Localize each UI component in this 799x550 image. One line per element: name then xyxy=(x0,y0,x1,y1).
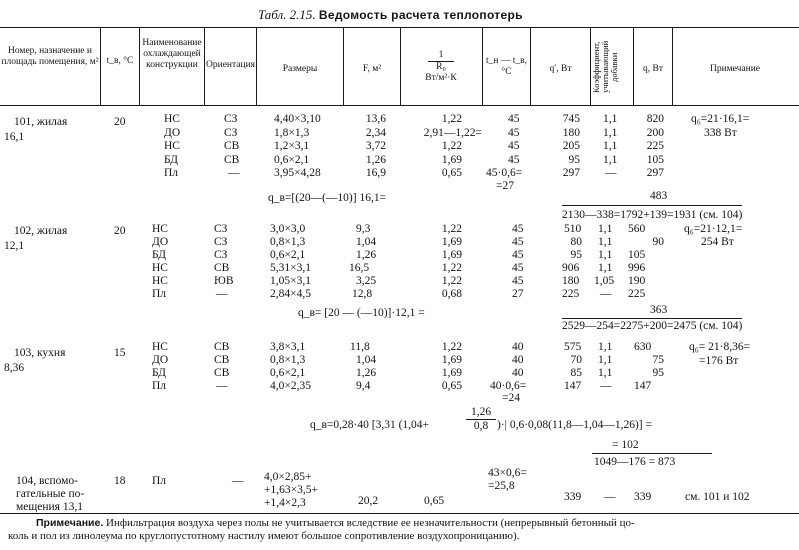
cell-orient: СВ xyxy=(214,262,230,274)
cell-q: 105 xyxy=(628,249,646,261)
total-line: 2130—338=1792+139=1931 (см. 104) xyxy=(562,209,743,221)
cell-orient: СЗ xyxy=(224,113,238,125)
header-bottom-rule xyxy=(0,105,799,106)
cell-dt: 40 xyxy=(512,354,524,366)
cell-k: 1,69 xyxy=(441,153,462,166)
room-name: 101, жилая xyxy=(14,116,68,128)
cell-k: 1,69 xyxy=(441,249,462,261)
cell-orient: СЗ xyxy=(214,249,228,261)
cell-surface: НС xyxy=(152,275,168,287)
col-sep xyxy=(100,27,101,105)
room-name: 103, кухня xyxy=(14,347,66,359)
room-area: 12,1 xyxy=(4,240,25,252)
cell-area: 1,04 xyxy=(356,354,377,366)
cell-dims: 0,6×2,1 xyxy=(274,153,310,166)
fraction-den: 0,8 xyxy=(466,419,496,433)
cell-q: 200 xyxy=(646,126,664,139)
footnote-line xyxy=(36,518,635,529)
cell-coef: 1,1 xyxy=(603,113,618,125)
room-note: q₆=21·12,1= xyxy=(684,223,743,235)
cell-area: 1,26 xyxy=(356,249,377,261)
col-sep xyxy=(204,27,205,105)
cell-surface: НС xyxy=(164,140,180,152)
cell-surface: Пл xyxy=(152,380,167,392)
cell-dt: 45 xyxy=(512,275,524,287)
header-dims: Размеры xyxy=(282,64,318,74)
cell-dims: 4,0×2,35 xyxy=(270,380,311,392)
col-sep xyxy=(256,27,257,105)
col-sep xyxy=(672,27,673,105)
cell-surface: Пл xyxy=(164,167,179,179)
footnote-text: коль и пол из линолеума по круглопустотному настилу имеют большое сопротивление воздухопроницанию). xyxy=(8,530,520,542)
cell-area: 2,34 xyxy=(365,126,386,139)
room-tv: 20 xyxy=(114,225,126,237)
cell-k: 0,68 xyxy=(441,288,462,300)
cell-coef: 1,1 xyxy=(603,140,618,152)
total-rule xyxy=(562,205,742,206)
cell-dims: 4,0×2,85+ xyxy=(264,471,312,483)
cell-coef: 1,1 xyxy=(598,262,613,274)
cell-surface: НС xyxy=(152,341,168,353)
cell-q: 996 xyxy=(628,262,646,274)
header-k-den: R₀ xyxy=(428,61,454,73)
cell-dims: 1,8×1,3 xyxy=(274,126,310,139)
cell-qprime: 180 xyxy=(562,275,580,287)
header-area: F, м² xyxy=(362,64,382,74)
cell-q: 95 xyxy=(652,367,664,379)
total-line: 2529—254=2275+200=2475 (см. 104) xyxy=(562,320,743,332)
cell-dt: 45 xyxy=(508,140,520,152)
cell-coef: 1,05 xyxy=(594,275,615,287)
cell-q: 90 xyxy=(652,236,664,248)
cell-dt-extra: =27 xyxy=(496,180,514,192)
total-top: = 102 xyxy=(612,439,639,451)
cell-k: 1,69 xyxy=(441,354,462,366)
cell-dims: +1,4×2,3 xyxy=(264,497,306,509)
footnote-label: Примечание. xyxy=(36,517,104,529)
cell-dims: 0,6×2,1 xyxy=(270,249,306,261)
cell-q: 225 xyxy=(646,140,664,152)
total-rule xyxy=(592,453,712,454)
cell-dt: 40·0,6= xyxy=(490,380,527,392)
total-top: 483 xyxy=(650,190,668,202)
footnote-text: Инфильтрация воздуха через полы не учитывается вследствие ее незначительности (непрерывный бетонный цо- xyxy=(106,517,635,529)
cell-orient: СВ xyxy=(214,341,230,353)
fraction-num: 1,26 xyxy=(470,406,492,418)
col-sep xyxy=(343,27,344,105)
table-caption xyxy=(258,8,523,21)
room-name: мещения 13,1 xyxy=(16,501,83,513)
cell-area: 11,8 xyxy=(350,341,370,353)
cell-qprime: 95 xyxy=(568,153,580,166)
cell-dims: 0,6×2,1 xyxy=(270,367,306,379)
cell-dims: 3,0×3,0 xyxy=(270,223,306,235)
formula-right: )·| 0,6·0,08(11,8—1,04—1,26)] = xyxy=(497,419,652,431)
cell-coef: — xyxy=(600,288,612,300)
cell-dt: 45 xyxy=(512,249,524,261)
room-note: q₆=21·16,1= xyxy=(691,113,750,125)
room-note: q₆= 21·8,36= xyxy=(689,341,751,353)
cell-area: 1,26 xyxy=(356,367,377,379)
cell-k: 0,65 xyxy=(441,167,462,179)
room-tv: 18 xyxy=(114,475,126,487)
cell-dt: 45 xyxy=(512,236,524,248)
cell-q: 339 xyxy=(634,491,652,503)
cell-qprime: 70 xyxy=(570,354,582,366)
cell-area: 9,3 xyxy=(356,223,371,235)
caption-prefix: Табл. 2.15. xyxy=(258,7,316,22)
cell-dt: 45 xyxy=(508,153,520,166)
cell-dims: 4,40×3,10 xyxy=(274,113,321,125)
infiltration-formula xyxy=(310,420,429,432)
cell-surface: НС xyxy=(164,113,180,125)
total-line: 1049—176 = 873 xyxy=(594,456,676,468)
cell-k: 1,22 xyxy=(441,140,462,152)
cell-qprime: 95 xyxy=(570,249,582,261)
cell-orient: СЗ xyxy=(214,236,228,248)
cell-area: 20,2 xyxy=(358,495,379,507)
header-k-unit: Вт/м²·К xyxy=(425,73,457,83)
cell-surface: ДО xyxy=(152,236,169,248)
cell-qprime: 339 xyxy=(564,491,582,503)
cell-dims: 0,8×1,3 xyxy=(270,236,306,248)
cell-area: 3,72 xyxy=(365,140,386,152)
room-tv: 20 xyxy=(114,116,126,128)
cell-coef: — xyxy=(600,380,612,392)
cell-q: 190 xyxy=(628,275,646,287)
total-rule xyxy=(562,318,742,319)
cell-qprime: 745 xyxy=(562,113,580,125)
header-q: q, Вт xyxy=(643,64,663,74)
cell-surface: Пл xyxy=(152,288,167,300)
cell-surface: БД xyxy=(152,367,167,379)
cell-orient: ЮВ xyxy=(214,275,234,287)
header-tv: t_в, °С xyxy=(106,56,134,66)
cell-surface: НС xyxy=(152,223,168,235)
cell-dt: 45 xyxy=(512,223,524,235)
cell-dims: 5,31×3,1 xyxy=(270,262,311,274)
cell-k: 1,22 xyxy=(441,113,462,125)
col-sep xyxy=(482,27,483,105)
cell-orient: — xyxy=(216,288,228,300)
header-dt: t_н — t_в, °С xyxy=(486,56,527,77)
cell-dt: =25,8 xyxy=(488,480,515,492)
cell-area: 1,04 xyxy=(356,236,377,248)
cell-qprime: 80 xyxy=(570,236,582,248)
cell-k: 1,69 xyxy=(441,236,462,248)
cell-q: 820 xyxy=(646,113,664,125)
cell-dims: 3,8×3,1 xyxy=(270,341,306,353)
cell-coef: — xyxy=(605,167,617,179)
cell-dims: 0,8×1,3 xyxy=(270,354,306,366)
cell-qprime: 205 xyxy=(562,140,580,152)
cell-surface: НС xyxy=(152,262,168,274)
cell-area: 9,4 xyxy=(356,380,371,392)
col-sep xyxy=(400,27,401,105)
cell-area: 16,9 xyxy=(365,167,386,179)
cell-orient: — xyxy=(216,380,228,392)
col-sep xyxy=(139,27,140,105)
cell-coef: 1,1 xyxy=(603,153,618,166)
cell-dt: 43×0,6= xyxy=(488,467,527,479)
infiltration-formula: q_в=[(20—(—10)] 16,1= xyxy=(268,192,387,204)
cell-dt: 40 xyxy=(512,341,524,353)
cell-area: 13,6 xyxy=(365,113,386,125)
room-note: см. 101 и 102 xyxy=(685,491,750,503)
cell-q: 630 xyxy=(634,341,652,353)
room-name: 104, вспомо- xyxy=(16,475,79,487)
cell-dt-extra: =24 xyxy=(502,392,520,404)
cell-orient: СВ xyxy=(214,367,230,379)
col-sep xyxy=(530,27,531,105)
formula-fraction xyxy=(466,407,496,432)
room-area: 16,1 xyxy=(4,131,25,143)
cell-qprime: 575 xyxy=(564,341,582,353)
cell-orient: СВ xyxy=(214,354,230,366)
cell-coef: 1,1 xyxy=(598,354,613,366)
cell-q: 225 xyxy=(628,288,646,300)
cell-k: 1,22 xyxy=(441,223,462,235)
cell-dt: 45 xyxy=(508,126,520,139)
cell-dims: 1,05×3,1 xyxy=(270,275,311,287)
cell-q: 560 xyxy=(628,223,646,235)
room-note: 254 Вт xyxy=(701,236,734,248)
cell-orient: СВ xyxy=(224,153,240,166)
cell-area: 12,8 xyxy=(352,288,373,300)
cell-orient: — xyxy=(232,475,244,487)
cell-qprime: 510 xyxy=(564,223,582,235)
cell-dt: 45·0,6= xyxy=(486,167,523,179)
header-coef: Коэффициент, учитывающий добавки xyxy=(591,40,619,94)
cell-surface: ДО xyxy=(164,126,181,139)
cell-qprime: 906 xyxy=(562,262,580,274)
header-surface: Наименование охлаждающей конструкции xyxy=(142,38,202,70)
cell-dt: 45 xyxy=(508,113,520,125)
cell-coef: — xyxy=(604,491,616,503)
cell-surface: БД xyxy=(164,153,179,166)
col-sep xyxy=(633,27,634,105)
cell-dims: 2,84×4,5 xyxy=(270,288,311,300)
cell-dims: 3,95×4,28 xyxy=(274,167,321,179)
header-room: Номер, назначение и площадь помещения, м² xyxy=(1,46,99,67)
cell-surface: БД xyxy=(152,249,167,261)
cell-q: 147 xyxy=(634,380,652,392)
cell-qprime: 225 xyxy=(562,288,580,300)
cell-orient: СЗ xyxy=(224,126,238,139)
cell-coef: 1,1 xyxy=(598,367,613,379)
room-area: 8,36 xyxy=(4,362,25,374)
cell-q: 105 xyxy=(646,153,664,166)
cell-area: 16,5 xyxy=(349,262,370,274)
table-bottom-rule xyxy=(0,513,799,514)
total-top: 363 xyxy=(650,304,668,316)
cell-qprime: 85 xyxy=(570,367,582,379)
header-orientation: Ориентация xyxy=(206,60,256,70)
cell-dims: 1,2×3,1 xyxy=(274,140,310,152)
cell-k: 1,22 xyxy=(441,341,462,353)
cell-coef: 1,1 xyxy=(598,236,613,248)
cell-q: 75 xyxy=(652,354,664,366)
cell-dt: 40 xyxy=(512,367,524,379)
room-name: 102, жилая xyxy=(14,225,68,237)
cell-qprime: 147 xyxy=(564,380,582,392)
cell-coef: 1,1 xyxy=(598,223,613,235)
cell-qprime: 297 xyxy=(562,167,580,179)
cell-orient: — xyxy=(228,167,240,179)
caption-title: Ведомость расчета теплопотерь xyxy=(318,8,523,22)
cell-qprime: 180 xyxy=(562,126,580,139)
infiltration-formula: q_в= [20 — (—10)]·12,1 = xyxy=(298,307,425,319)
room-note: =176 Вт xyxy=(699,355,739,367)
formula-left: q_в=0,28·40 [3,31 (1,04+ xyxy=(310,419,430,431)
cell-coef: 1,1 xyxy=(598,341,613,353)
header-k xyxy=(402,50,480,84)
cell-coef: 1,1 xyxy=(603,126,618,139)
cell-dims: +1,63×3,5+ xyxy=(264,484,318,496)
cell-coef: 1,1 xyxy=(598,249,613,261)
cell-area: 3,25 xyxy=(356,275,377,287)
header-qprime: q′, Вт xyxy=(549,64,572,74)
cell-k: 1,22 xyxy=(441,275,462,287)
cell-surface: ДО xyxy=(152,354,169,366)
cell-q: 297 xyxy=(646,167,664,179)
room-note: 338 Вт xyxy=(704,127,737,139)
cell-dt: 27 xyxy=(512,288,524,300)
cell-surface: Пл xyxy=(152,475,167,487)
cell-k: 0,65 xyxy=(424,495,445,507)
room-name: гательные по- xyxy=(16,488,85,500)
cell-k: 2,91—1,22= xyxy=(423,126,482,139)
cell-k: 0,65 xyxy=(441,380,462,392)
cell-k: 1,69 xyxy=(441,367,462,379)
cell-area: 1,26 xyxy=(365,153,386,166)
cell-orient: СЗ xyxy=(214,223,228,235)
room-tv: 15 xyxy=(114,347,126,359)
cell-k: 1,22 xyxy=(441,262,462,274)
cell-dt: 45 xyxy=(512,262,524,274)
header-note: Примечание xyxy=(709,64,761,74)
header-k-num: 1 xyxy=(438,50,444,60)
cell-orient: СВ xyxy=(224,140,240,152)
